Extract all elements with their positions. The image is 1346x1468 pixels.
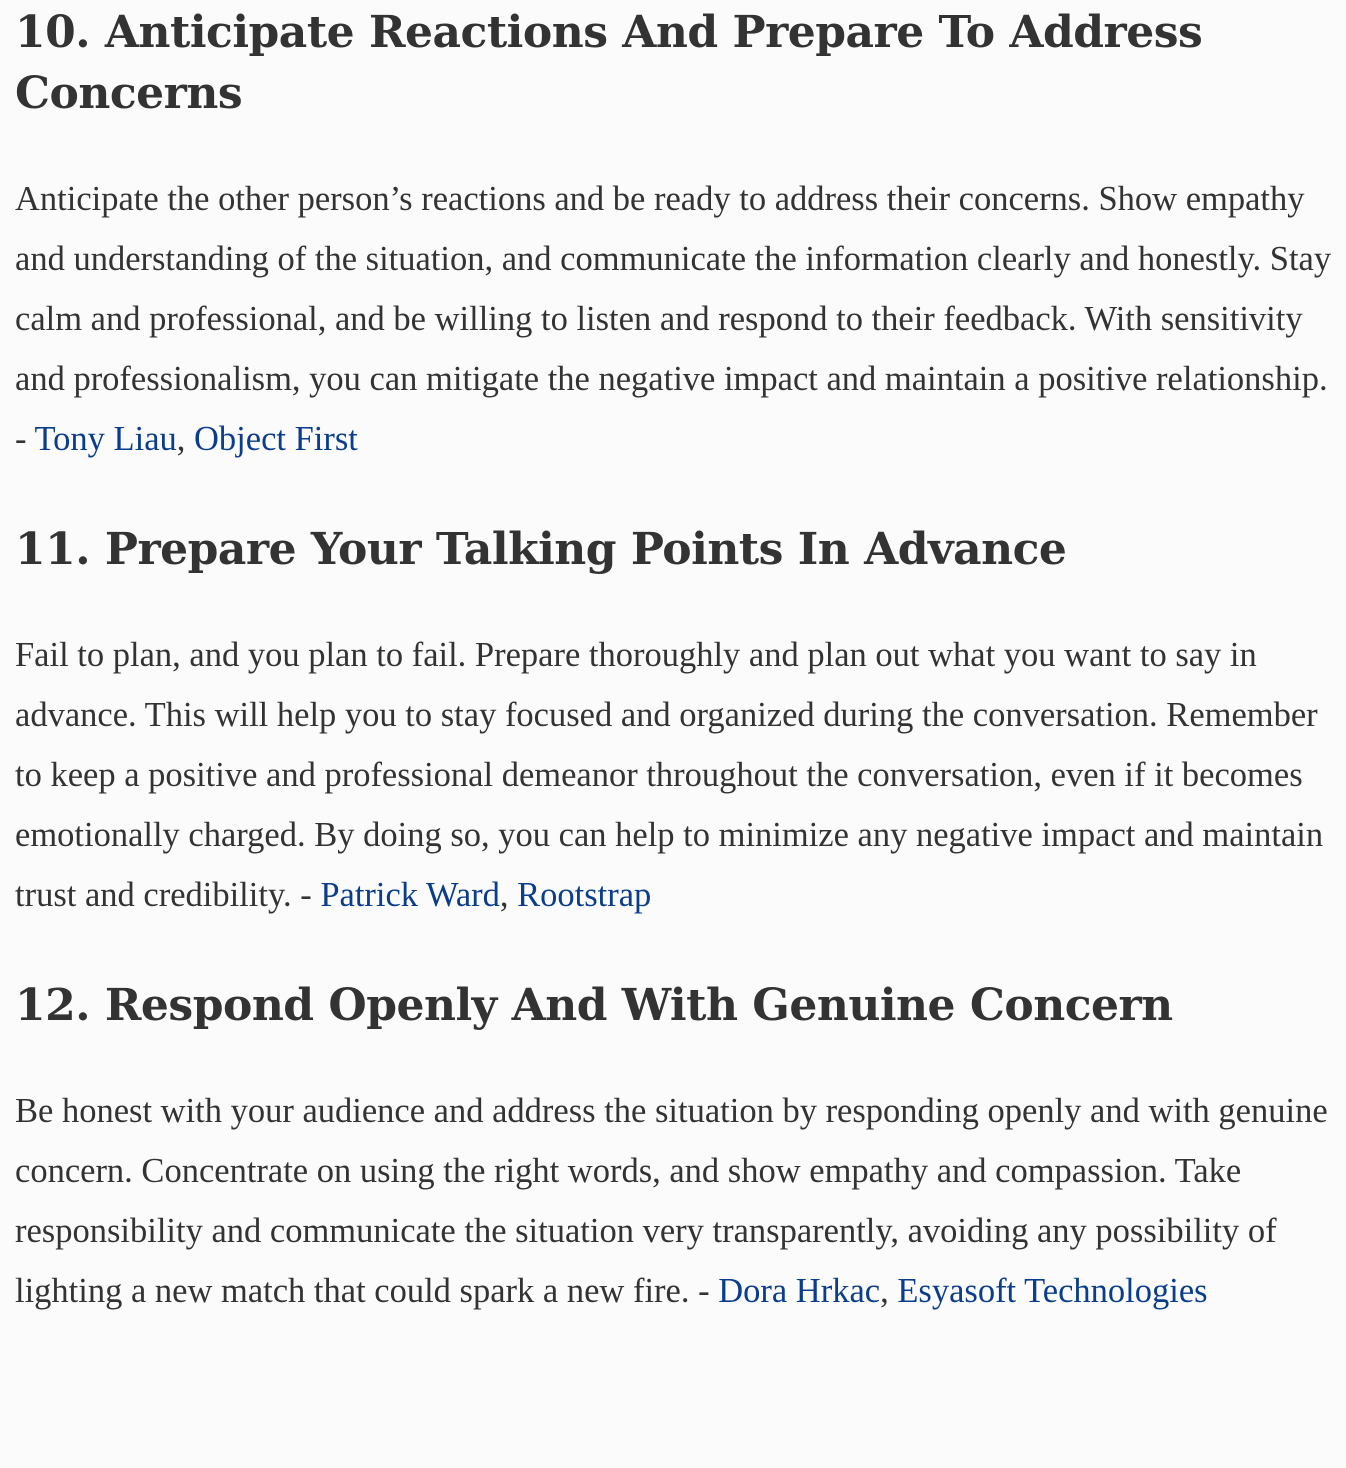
author-link[interactable]: Patrick Ward <box>320 876 500 914</box>
company-link[interactable]: Esyasoft Technologies <box>897 1272 1208 1310</box>
author-link[interactable]: Tony Liau <box>34 420 177 458</box>
section-body <box>15 169 1335 469</box>
body-text: Anticipate the other person’s reactions and be ready to address their concerns. Show empathy and understanding of the situation, and communicate the information clearly and honestly. Stay calm and professional, and be willing to listen and respond to their feedback. With sensitivity and professionalism, you can mitigate the negative impact and maintain a positive relationship. - <box>15 180 1332 458</box>
spacer <box>15 124 1335 169</box>
section-heading: 10. Anticipate Reactions And Prepare To Address Concerns <box>15 7 1203 119</box>
company-link[interactable]: Rootstrap <box>517 876 652 914</box>
spacer <box>15 1036 1335 1081</box>
section-body <box>15 1081 1335 1321</box>
section-heading: 12. Respond Openly And With Genuine Concern <box>15 980 1173 1031</box>
company-link[interactable]: Object First <box>194 420 358 458</box>
separator: , <box>499 876 518 914</box>
section-body <box>15 625 1335 925</box>
separator: , <box>880 1272 898 1310</box>
separator: , <box>176 420 195 458</box>
body-text: Be honest with your audience and address the situation by responding openly and with genuine concern. Concentrate on using the right words, and show empathy and compassion. Take responsibility and communicate the situation very transparently, avoiding any possibility of lighting a new match that could spark a new fire. - <box>15 1092 1328 1310</box>
author-link[interactable]: Dora Hrkac <box>718 1272 881 1310</box>
spacer <box>15 469 1335 519</box>
spacer <box>15 580 1335 625</box>
spacer <box>15 925 1335 975</box>
body-text: Fail to plan, and you plan to fail. Prepare thoroughly and plan out what you want to say in advance. This will help you to stay focused and organized during the conversation. Remember to keep a positive and professional demeanor throughout the conversation, even if it becomes emotionally charged. By doing so, you can help to minimize any negative impact and maintain trust and credibility. - <box>15 636 1324 914</box>
article-content <box>15 0 1335 1321</box>
section-heading: 11. Prepare Your Talking Points In Advance <box>15 524 1067 575</box>
